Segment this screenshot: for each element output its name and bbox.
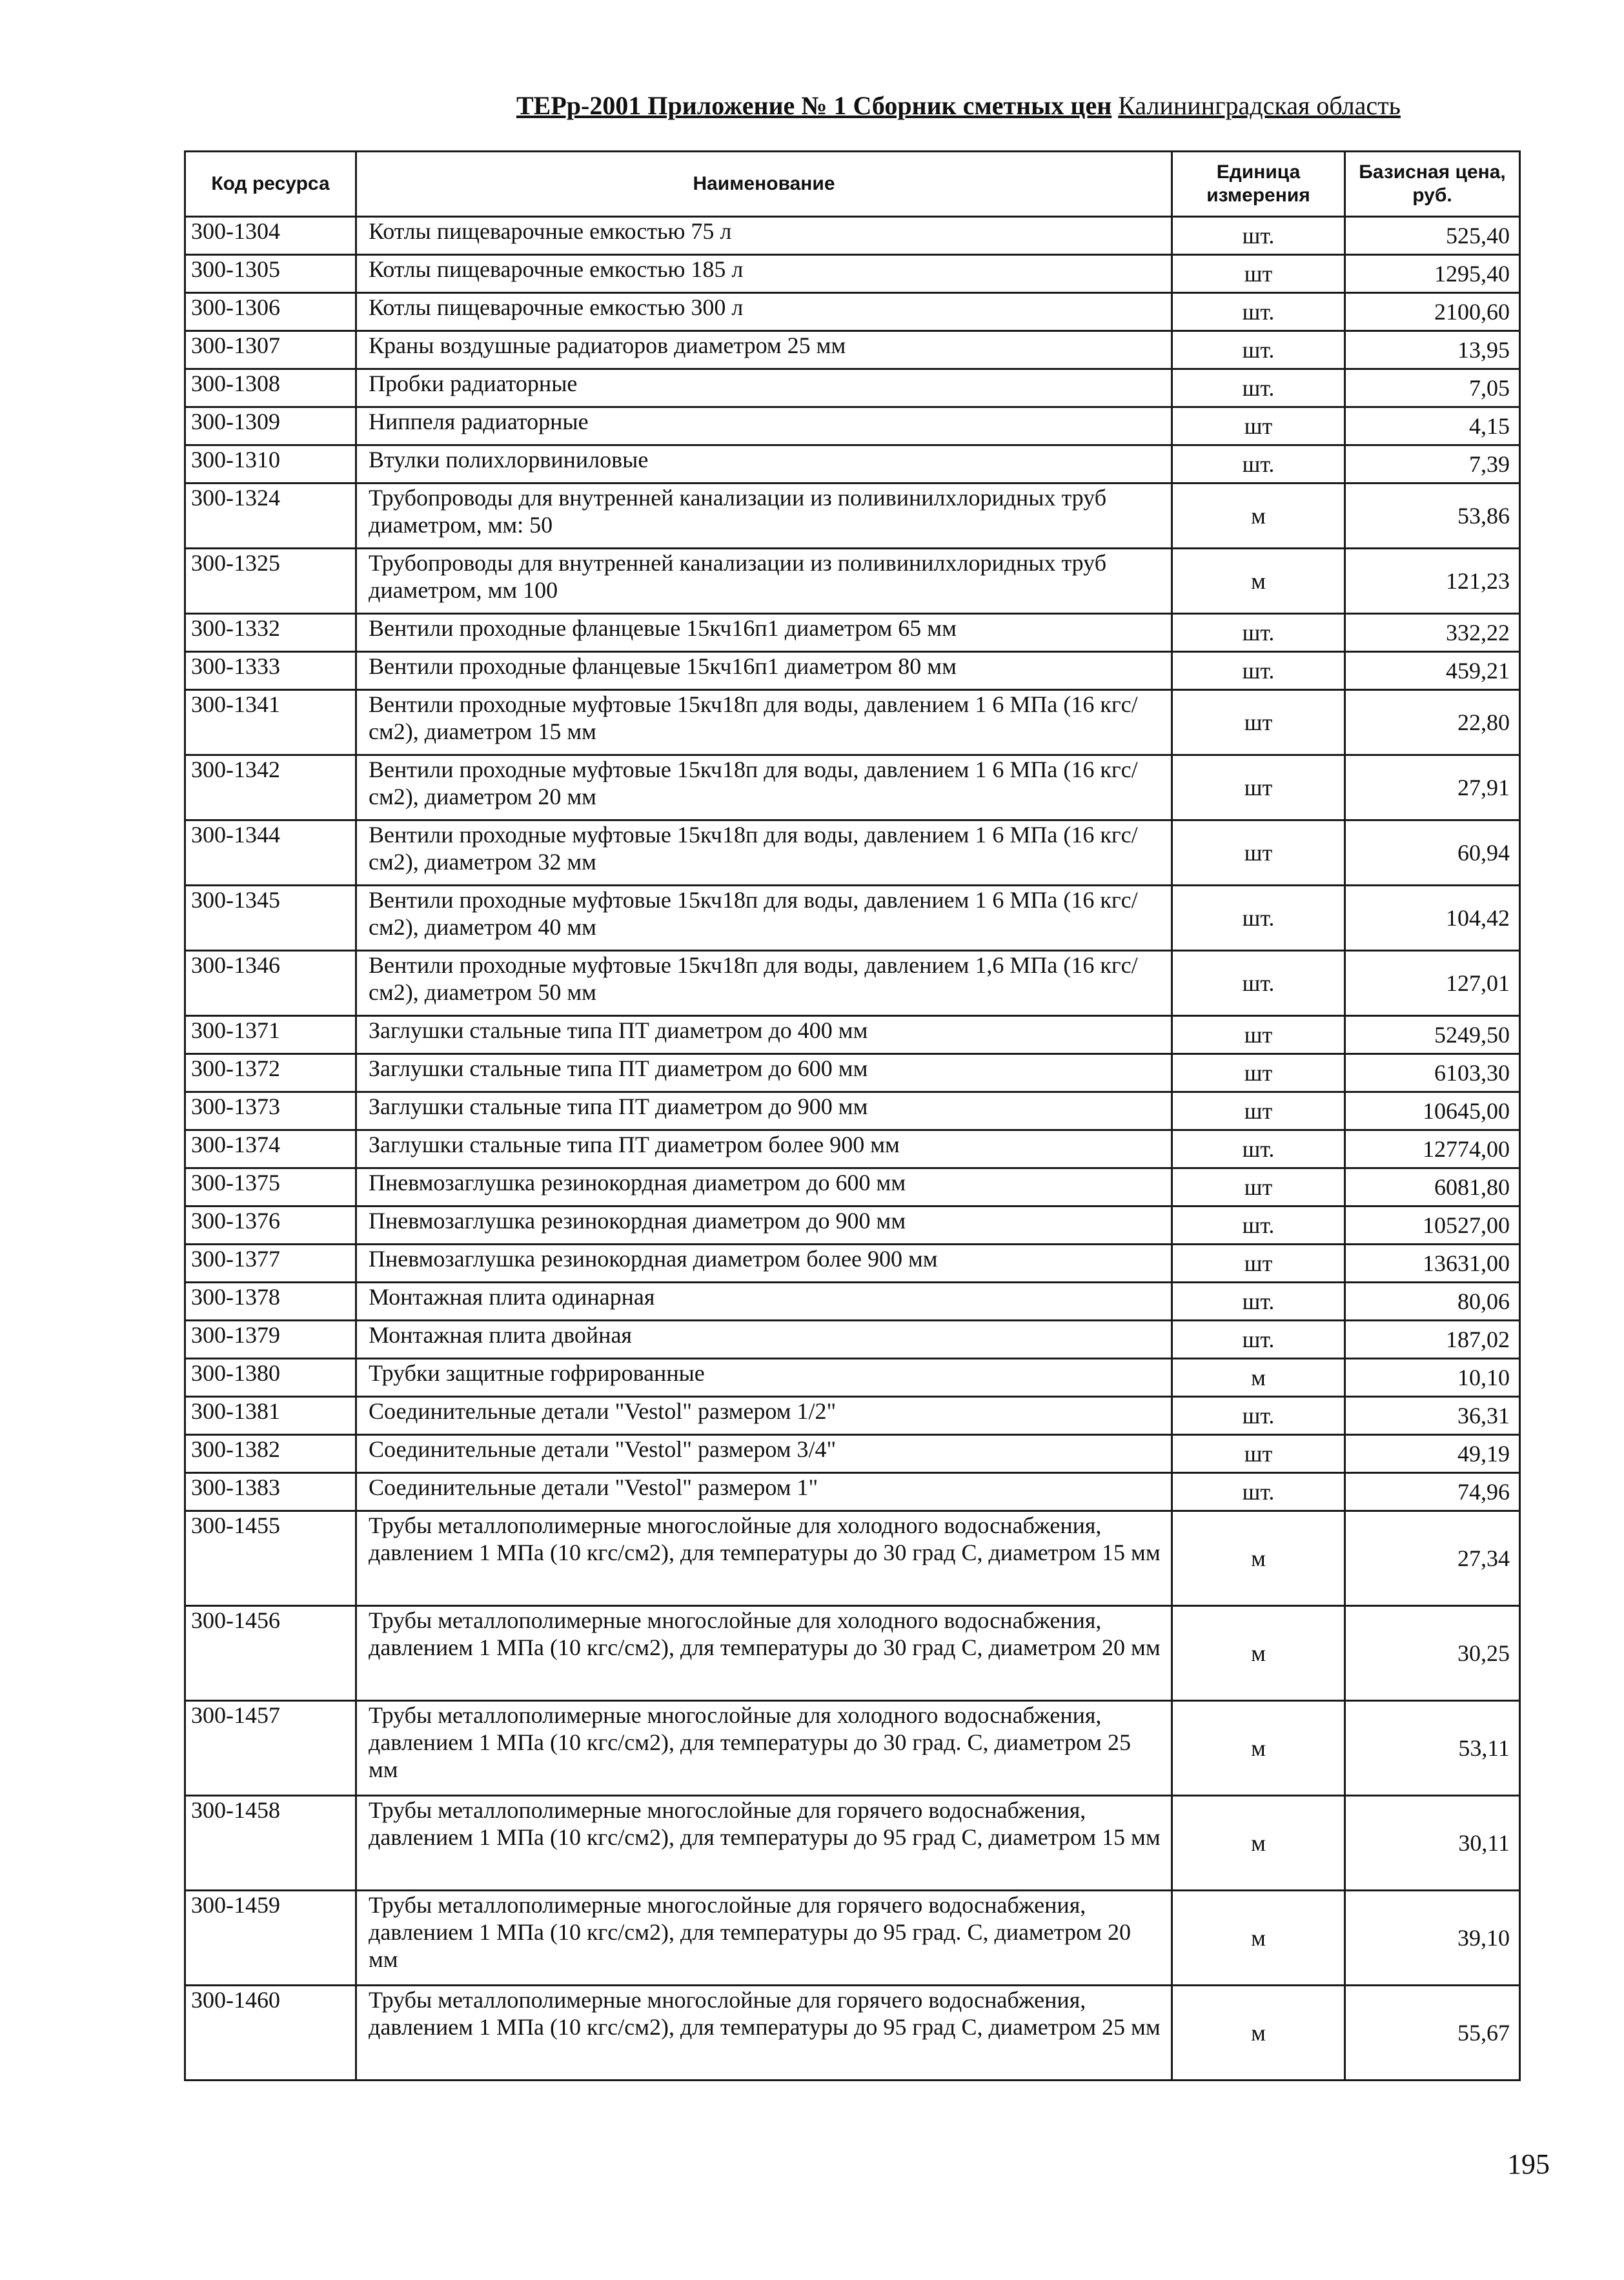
- resource-code-cell: 300-1372: [185, 1054, 356, 1092]
- table-row: [185, 1321, 1520, 1359]
- unit-cell: шт: [1172, 1435, 1345, 1473]
- resource-name-cell: Краны воздушные радиаторов диаметром 25 мм: [356, 331, 1172, 369]
- resource-code-cell: 300-1383: [185, 1473, 356, 1511]
- unit-cell: шт.: [1172, 293, 1345, 331]
- unit-cell: м: [1172, 1359, 1345, 1397]
- price-cell: 1295,40: [1345, 255, 1520, 293]
- unit-cell: шт.: [1172, 886, 1345, 951]
- table-row: [185, 1359, 1520, 1397]
- resource-name-cell: Ниппеля радиаторные: [356, 407, 1172, 445]
- resource-code-cell: 300-1373: [185, 1092, 356, 1130]
- resource-code-cell: 300-1324: [185, 483, 356, 549]
- table-row: [185, 1092, 1520, 1130]
- resource-name-cell: Пневмозаглушка резинокордная диаметром более 900 мм: [356, 1245, 1172, 1283]
- price-cell: 60,94: [1345, 820, 1520, 886]
- unit-cell: шт: [1172, 407, 1345, 445]
- column-header-price: Базисная цена, руб.: [1345, 152, 1520, 217]
- unit-cell: шт: [1172, 755, 1345, 820]
- resource-name-cell: Котлы пищеварочные емкостью 300 л: [356, 293, 1172, 331]
- resource-name-cell: Трубы металлополимерные многослойные для холодного водоснабжения, давлением 1 МПа (10 кгс/см2), для температуры до 30 град С, диаметром 20 мм: [356, 1606, 1172, 1701]
- column-header-unit: Единица измерения: [1172, 152, 1345, 217]
- resource-code-cell: 300-1308: [185, 369, 356, 407]
- resource-name-cell: Трубки защитные гофрированные: [356, 1359, 1172, 1397]
- unit-cell: шт: [1172, 1016, 1345, 1054]
- resource-code-cell: 300-1376: [185, 1206, 356, 1245]
- table-row: [185, 1435, 1520, 1473]
- region-name: Калининградская область: [1118, 91, 1401, 120]
- price-cell: 6081,80: [1345, 1168, 1520, 1206]
- table-body: [185, 217, 1520, 2081]
- resource-code-cell: 300-1307: [185, 331, 356, 369]
- resource-name-cell: Заглушки стальные типа ПТ диаметром более 900 мм: [356, 1130, 1172, 1168]
- resource-name-cell: Заглушки стальные типа ПТ диаметром до 600 мм: [356, 1054, 1172, 1092]
- price-cell: 4,15: [1345, 407, 1520, 445]
- price-cell: 127,01: [1345, 951, 1520, 1016]
- unit-cell: м: [1172, 1701, 1345, 1796]
- price-cell: 27,91: [1345, 755, 1520, 820]
- unit-cell: м: [1172, 549, 1345, 614]
- price-cell: 525,40: [1345, 217, 1520, 255]
- resource-name-cell: Трубы металлополимерные многослойные для горячего водоснабжения, давлением 1 МПа (10 кгс/см2), для температуры до 95 град С, диаметром 25 мм: [356, 1986, 1172, 2081]
- resource-code-cell: 300-1457: [185, 1701, 356, 1796]
- resource-name-cell: Вентили проходные муфтовые 15кч18п для воды, давлением 1,6 МПа (16 кгс/см2), диаметром 50 мм: [356, 951, 1172, 1016]
- unit-cell: м: [1172, 1796, 1345, 1891]
- price-cell: 36,31: [1345, 1397, 1520, 1435]
- table-row: [185, 1701, 1520, 1796]
- resource-code-cell: 300-1379: [185, 1321, 356, 1359]
- table-row: [185, 1511, 1520, 1606]
- price-table: [184, 150, 1521, 2081]
- price-cell: 10,10: [1345, 1359, 1520, 1397]
- price-cell: 7,39: [1345, 445, 1520, 483]
- unit-cell: шт.: [1172, 369, 1345, 407]
- document-title: ТЕРр-2001 Приложение № 1 Сборник сметных цен: [516, 91, 1112, 120]
- table-row: [185, 1206, 1520, 1245]
- resource-name-cell: Заглушки стальные типа ПТ диаметром до 400 мм: [356, 1016, 1172, 1054]
- resource-code-cell: 300-1305: [185, 255, 356, 293]
- price-cell: 30,11: [1345, 1796, 1520, 1891]
- unit-cell: м: [1172, 1986, 1345, 2081]
- unit-cell: шт.: [1172, 217, 1345, 255]
- price-cell: 55,67: [1345, 1986, 1520, 2081]
- price-cell: 49,19: [1345, 1435, 1520, 1473]
- price-cell: 13631,00: [1345, 1245, 1520, 1283]
- table-row: [185, 445, 1520, 483]
- price-cell: 30,25: [1345, 1606, 1520, 1701]
- resource-name-cell: Соединительные детали "Vestol" размером 1/2": [356, 1397, 1172, 1435]
- table-row: [185, 483, 1520, 549]
- resource-code-cell: 300-1377: [185, 1245, 356, 1283]
- table-row: [185, 1283, 1520, 1321]
- price-cell: 6103,30: [1345, 1054, 1520, 1092]
- price-cell: 53,86: [1345, 483, 1520, 549]
- unit-cell: шт.: [1172, 1206, 1345, 1245]
- table-row: [185, 1016, 1520, 1054]
- unit-cell: шт.: [1172, 652, 1345, 690]
- price-cell: 13,95: [1345, 331, 1520, 369]
- unit-cell: шт.: [1172, 331, 1345, 369]
- unit-cell: шт: [1172, 690, 1345, 755]
- column-header-name: Наименование: [356, 152, 1172, 217]
- table-row: [185, 1891, 1520, 1986]
- resource-code-cell: 300-1325: [185, 549, 356, 614]
- unit-cell: м: [1172, 483, 1345, 549]
- resource-name-cell: Трубы металлополимерные многослойные для холодного водоснабжения, давлением 1 МПа (10 кгс/см2), для температуры до 30 град С, диаметром 15 мм: [356, 1511, 1172, 1606]
- price-cell: 27,34: [1345, 1511, 1520, 1606]
- page-number: 195: [1507, 2148, 1550, 2180]
- resource-code-cell: 300-1341: [185, 690, 356, 755]
- resource-name-cell: Пневмозаглушка резинокордная диаметром до 900 мм: [356, 1206, 1172, 1245]
- resource-code-cell: 300-1342: [185, 755, 356, 820]
- table-row: [185, 549, 1520, 614]
- price-cell: 104,42: [1345, 886, 1520, 951]
- price-cell: 12774,00: [1345, 1130, 1520, 1168]
- resource-name-cell: Пневмозаглушка резинокордная диаметром до 600 мм: [356, 1168, 1172, 1206]
- table-row: [185, 293, 1520, 331]
- table-row: [185, 951, 1520, 1016]
- price-cell: 7,05: [1345, 369, 1520, 407]
- resource-code-cell: 300-1309: [185, 407, 356, 445]
- resource-name-cell: Трубы металлополимерные многослойные для горячего водоснабжения, давлением 1 МПа (10 кгс/см2), для температуры до 95 град. С, диаметром 20 мм: [356, 1891, 1172, 1986]
- price-cell: 22,80: [1345, 690, 1520, 755]
- price-cell: 80,06: [1345, 1283, 1520, 1321]
- unit-cell: шт.: [1172, 951, 1345, 1016]
- table-row: [185, 690, 1520, 755]
- table-row: [185, 886, 1520, 951]
- table-row: [185, 407, 1520, 445]
- resource-code-cell: 300-1382: [185, 1435, 356, 1473]
- resource-code-cell: 300-1344: [185, 820, 356, 886]
- resource-name-cell: Монтажная плита одинарная: [356, 1283, 1172, 1321]
- resource-name-cell: Вентили проходные муфтовые 15кч18п для воды, давлением 1 6 МПа (16 кгс/см2), диаметром 15 мм: [356, 690, 1172, 755]
- resource-name-cell: Вентили проходные муфтовые 15кч18п для воды, давлением 1 6 МПа (16 кгс/см2), диаметром 20 мм: [356, 755, 1172, 820]
- page-header: [516, 90, 1549, 121]
- resource-code-cell: 300-1460: [185, 1986, 356, 2081]
- unit-cell: шт.: [1172, 1397, 1345, 1435]
- resource-code-cell: 300-1459: [185, 1891, 356, 1986]
- resource-code-cell: 300-1458: [185, 1796, 356, 1891]
- table-row: [185, 1245, 1520, 1283]
- price-cell: 187,02: [1345, 1321, 1520, 1359]
- price-cell: 2100,60: [1345, 293, 1520, 331]
- unit-cell: м: [1172, 1606, 1345, 1701]
- resource-name-cell: Соединительные детали "Vestol" размером 3/4": [356, 1435, 1172, 1473]
- resource-code-cell: 300-1374: [185, 1130, 356, 1168]
- resource-name-cell: Трубы металлополимерные многослойные для холодного водоснабжения, давлением 1 МПа (10 кгс/см2), для температуры до 30 град. С, диаметром 25 мм: [356, 1701, 1172, 1796]
- table-row: [185, 1606, 1520, 1701]
- price-cell: 121,23: [1345, 549, 1520, 614]
- unit-cell: шт.: [1172, 445, 1345, 483]
- resource-code-cell: 300-1306: [185, 293, 356, 331]
- resource-name-cell: Трубопроводы для внутренней канализации из поливинилхлоридных труб диаметром, мм 100: [356, 549, 1172, 614]
- resource-name-cell: Заглушки стальные типа ПТ диаметром до 900 мм: [356, 1092, 1172, 1130]
- price-cell: 39,10: [1345, 1891, 1520, 1986]
- table-row: [185, 1796, 1520, 1891]
- table-row: [185, 1054, 1520, 1092]
- resource-name-cell: Вентили проходные муфтовые 15кч18п для воды, давлением 1 6 МПа (16 кгс/см2), диаметром 40 мм: [356, 886, 1172, 951]
- resource-code-cell: 300-1381: [185, 1397, 356, 1435]
- unit-cell: шт.: [1172, 614, 1345, 652]
- resource-name-cell: Монтажная плита двойная: [356, 1321, 1172, 1359]
- table-row: [185, 1473, 1520, 1511]
- price-cell: 459,21: [1345, 652, 1520, 690]
- resource-code-cell: 300-1371: [185, 1016, 356, 1054]
- resource-name-cell: Вентили проходные фланцевые 15кч16п1 диаметром 80 мм: [356, 652, 1172, 690]
- unit-cell: м: [1172, 1511, 1345, 1606]
- table-row: [185, 331, 1520, 369]
- resource-name-cell: Вентили проходные фланцевые 15кч16п1 диаметром 65 мм: [356, 614, 1172, 652]
- unit-cell: шт.: [1172, 1473, 1345, 1511]
- unit-cell: шт.: [1172, 1130, 1345, 1168]
- table-row: [185, 1130, 1520, 1168]
- resource-code-cell: 300-1378: [185, 1283, 356, 1321]
- resource-code-cell: 300-1375: [185, 1168, 356, 1206]
- resource-name-cell: Втулки полихлорвиниловые: [356, 445, 1172, 483]
- table-row: [185, 652, 1520, 690]
- price-cell: 5249,50: [1345, 1016, 1520, 1054]
- unit-cell: шт: [1172, 1054, 1345, 1092]
- resource-name-cell: Трубопроводы для внутренней канализации из поливинилхлоридных труб диаметром, мм: 50: [356, 483, 1172, 549]
- table-row: [185, 755, 1520, 820]
- table-row: [185, 1397, 1520, 1435]
- table-row: [185, 1168, 1520, 1206]
- table-row: [185, 255, 1520, 293]
- table-row: [185, 369, 1520, 407]
- unit-cell: м: [1172, 1891, 1345, 1986]
- resource-code-cell: 300-1345: [185, 886, 356, 951]
- resource-code-cell: 300-1304: [185, 217, 356, 255]
- resource-code-cell: 300-1333: [185, 652, 356, 690]
- resource-code-cell: 300-1456: [185, 1606, 356, 1701]
- resource-name-cell: Соединительные детали "Vestol" размером 1": [356, 1473, 1172, 1511]
- resource-code-cell: 300-1332: [185, 614, 356, 652]
- resource-name-cell: Пробки радиаторные: [356, 369, 1172, 407]
- unit-cell: шт: [1172, 1168, 1345, 1206]
- unit-cell: шт.: [1172, 1283, 1345, 1321]
- resource-code-cell: 300-1455: [185, 1511, 356, 1606]
- price-cell: 10645,00: [1345, 1092, 1520, 1130]
- resource-code-cell: 300-1310: [185, 445, 356, 483]
- table-row: [185, 1986, 1520, 2081]
- resource-code-cell: 300-1346: [185, 951, 356, 1016]
- table-row: [185, 614, 1520, 652]
- resource-name-cell: Котлы пищеварочные емкостью 185 л: [356, 255, 1172, 293]
- resource-name-cell: Трубы металлополимерные многослойные для горячего водоснабжения, давлением 1 МПа (10 кгс/см2), для температуры до 95 град С, диаметром 15 мм: [356, 1796, 1172, 1891]
- column-header-code: Код ресурса: [185, 152, 356, 217]
- table-row: [185, 820, 1520, 886]
- unit-cell: шт.: [1172, 1321, 1345, 1359]
- unit-cell: шт: [1172, 1092, 1345, 1130]
- unit-cell: шт: [1172, 255, 1345, 293]
- unit-cell: шт: [1172, 820, 1345, 886]
- price-cell: 332,22: [1345, 614, 1520, 652]
- price-cell: 53,11: [1345, 1701, 1520, 1796]
- resource-name-cell: Вентили проходные муфтовые 15кч18п для воды, давлением 1 6 МПа (16 кгс/см2), диаметром 32 мм: [356, 820, 1172, 886]
- resource-name-cell: Котлы пищеварочные емкостью 75 л: [356, 217, 1172, 255]
- table-row: [185, 217, 1520, 255]
- unit-cell: шт: [1172, 1245, 1345, 1283]
- resource-code-cell: 300-1380: [185, 1359, 356, 1397]
- table-header-row: [185, 152, 1520, 217]
- price-cell: 74,96: [1345, 1473, 1520, 1511]
- price-cell: 10527,00: [1345, 1206, 1520, 1245]
